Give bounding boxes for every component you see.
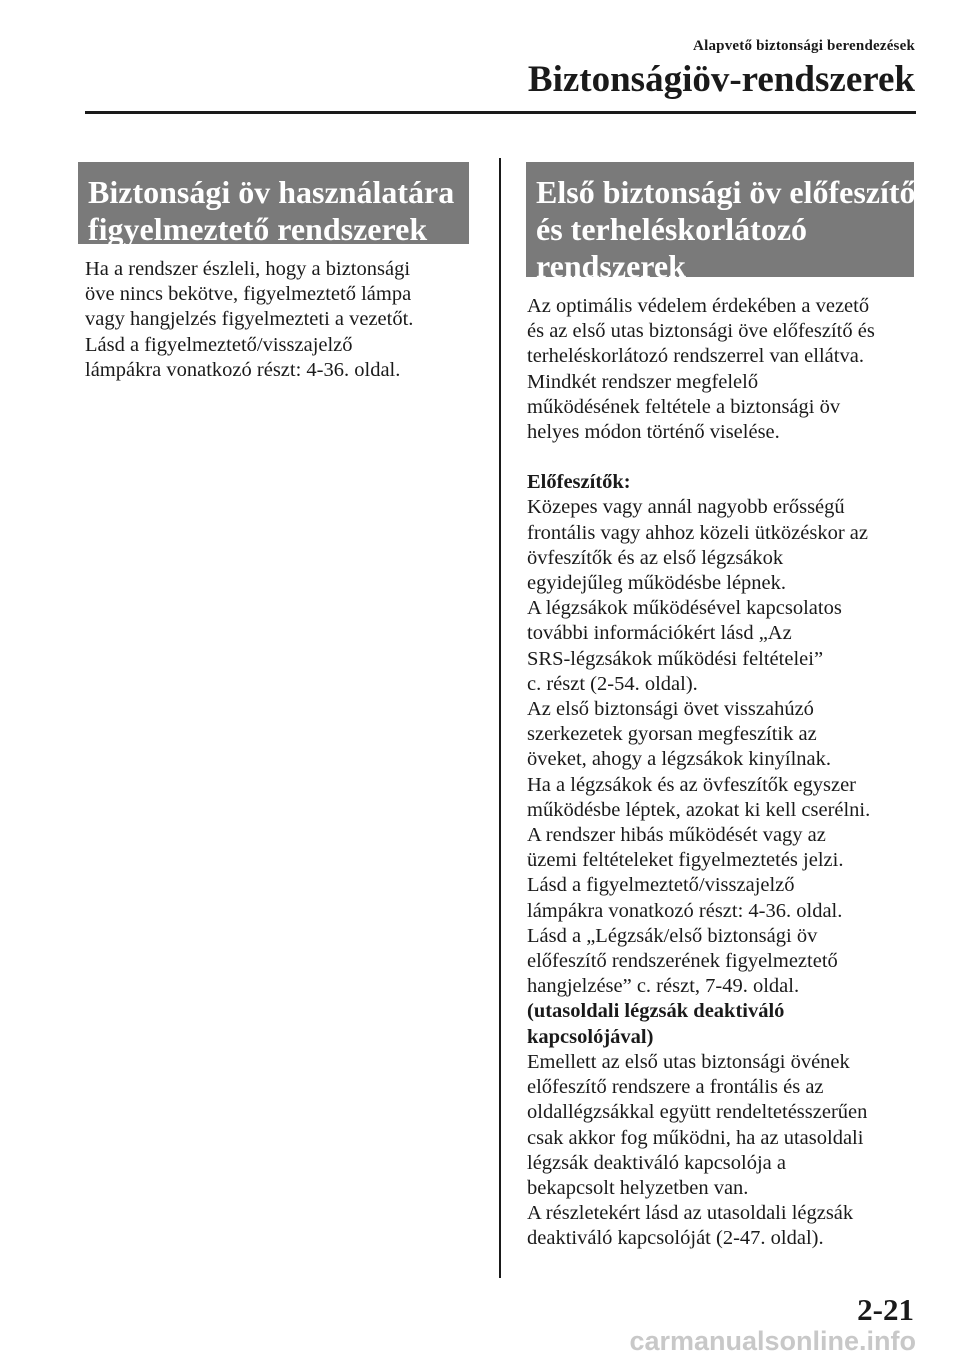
text-line: Az optimális védelem érdekében a vezető [527, 295, 870, 317]
title-line: figyelmeztető rendszerek [88, 211, 428, 247]
text-line: további információkért lásd „Az [527, 622, 792, 645]
text-line: deaktiváló kapcsolóját (2-47. oldal). [527, 1227, 824, 1250]
text-line: A részletekért lásd az utasoldali légzsák [527, 1202, 854, 1225]
text-line: lámpákra vonatkozó részt: 4-36. oldal. [527, 899, 843, 922]
running-header-section: Alapvető biztonsági berendezések [693, 38, 915, 54]
title-line: Első biztonsági öv előfeszítő [536, 174, 916, 210]
text-line: légzsák deaktiváló kapcsolója a [527, 1151, 786, 1174]
text-line: c. részt (2-54. oldal). [527, 672, 698, 695]
text-line: csak akkor fog működni, ha az utasoldali [527, 1126, 864, 1149]
text-line: Lásd a figyelmeztető/visszajelző [527, 874, 795, 897]
page-number: 2-21 [857, 1292, 914, 1327]
text-line: öveket, ahogy a légzsákok kinyílnak. [527, 748, 831, 771]
text-line: A rendszer hibás működését vagy az [527, 824, 826, 847]
text-line: vagy hangjelzés figyelmezteti a vezetőt. [85, 308, 414, 331]
title-line: Biztonsági öv használatára [88, 174, 455, 210]
paragraph-gap [527, 445, 875, 470]
text-line: bekapcsolt helyzetben van. [527, 1176, 749, 1199]
text-line: egyidejűleg működésbe lépnek. [527, 572, 787, 595]
text-line: szerkezetek gyorsan megfeszítik az [527, 723, 817, 746]
text-line: Mindkét rendszer megfelelő [527, 370, 759, 393]
bold-note-line: (utasoldali légzsák deaktiváló [527, 1000, 785, 1023]
header-rule [85, 111, 916, 114]
text-line: Közepes vagy annál nagyobb erősségű [527, 496, 845, 519]
text-line: övfeszítők és az első légzsákok [527, 546, 784, 569]
text-line: A légzsákok működésével kapcsolatos [527, 597, 842, 620]
title-line: és terheléskorlátozó [536, 211, 808, 247]
text-line: frontális vagy ahhoz közeli ütközéskor az [527, 521, 868, 544]
text-line: Az első biztonsági övet visszahúzó [527, 698, 814, 721]
watermark: carmanualsonline.info [629, 1326, 916, 1356]
text-line: Ha a légzsákok és az övfeszítők egyszer [527, 773, 856, 796]
bold-note-line: kapcsolójával) [527, 1025, 654, 1048]
text-line: Emellett az első utas biztonsági övének [527, 1050, 850, 1073]
text-line: terheléskorlátozó rendszerrel van ellátva. [527, 345, 864, 368]
text-line: öve nincs bekötve, figyelmeztető lámpa [85, 283, 412, 306]
right-body-text [527, 294, 875, 1252]
running-header-chapter: Biztonságiöv-rendszerek [527, 59, 915, 100]
text-line: helyes módon történő viselése. [527, 421, 780, 444]
text-line: működésének feltétele a biztonsági öv [527, 395, 841, 418]
column-divider [499, 158, 501, 1278]
text-line: hangjelzése” c. részt, 7-49. oldal. [527, 975, 800, 998]
section-title-pretensioner [526, 162, 916, 284]
text-line: Lásd a figyelmeztető/visszajelző [85, 333, 353, 356]
text-line: üzemi feltételeket figyelmeztetés jelzi. [527, 849, 844, 872]
text-line: SRS-légzsákok működési feltételei” [527, 647, 824, 670]
text-line: Ha a rendszer észleli, hogy a biztonsági [85, 258, 411, 280]
title-line: rendszerek [536, 248, 686, 284]
text-line: előfeszítő rendszerének figyelmeztető [527, 950, 838, 973]
text-line: előfeszítő rendszere a frontális és az [527, 1076, 824, 1099]
text-line: működésbe léptek, azokat ki kell cserélni. [527, 798, 871, 821]
subheading-pretensioners: Előfeszítők: [527, 471, 631, 494]
section-title-seatbelt-warning [78, 162, 469, 247]
left-body-text [85, 257, 413, 383]
text-line: oldallégzsákkal együtt rendeltetésszerűen [527, 1101, 868, 1124]
text-line: lámpákra vonatkozó részt: 4-36. oldal. [85, 358, 401, 381]
text-line: Lásd a „Légzsák/első biztonsági öv [527, 924, 818, 947]
text-line: és az első utas biztonsági öve előfeszítő és [527, 320, 875, 343]
